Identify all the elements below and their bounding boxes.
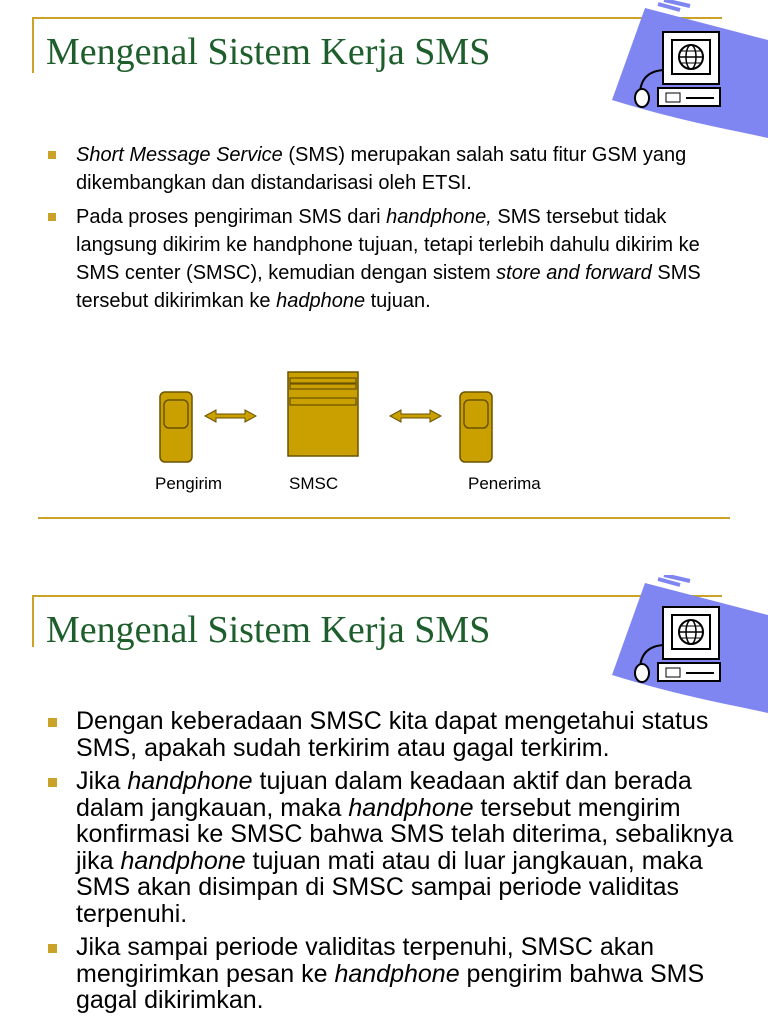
bullet-text-segment: handphone, xyxy=(386,206,492,228)
title-frame-left-line xyxy=(32,595,34,647)
bullet-text-segment: Jika sampai periode validitas terpenuhi, SMSC akan mengirimkan pesan ke xyxy=(76,933,655,988)
server-icon xyxy=(288,372,358,456)
bullet-item xyxy=(76,141,726,197)
bullet-text-segment: Jika xyxy=(76,767,128,795)
sender-label: Pengirim xyxy=(155,474,223,493)
bullet-item xyxy=(76,768,736,927)
bullet-text-segment: tujuan dalam keadaan aktif dan berada dalam jangkauan, maka xyxy=(76,767,692,822)
smsc-label: SMSC xyxy=(289,474,339,493)
bullet-item xyxy=(76,934,736,1014)
bullet-text-segment: handphone xyxy=(348,793,474,822)
bullet-item xyxy=(76,708,736,761)
bullet-text-segment: tujuan mati atau di luar jangkauan, maka SMS akan disimpan di SMSC sampai periode validitas terpenuhi. xyxy=(76,846,703,928)
bullet-text-segment: handphone xyxy=(120,846,246,875)
title-frame-left-line xyxy=(32,17,34,73)
bullet-list xyxy=(76,141,726,321)
double-arrow-icon xyxy=(205,410,256,422)
diagram-graphic xyxy=(150,370,570,470)
bullet-text-segment: store and forward xyxy=(496,262,652,284)
slide-title: Mengenal Sistem Kerja SMS xyxy=(46,31,491,73)
bullet-list xyxy=(76,708,736,1021)
slide-2 xyxy=(0,560,768,1024)
bullet-text-segment: tersebut mengirim konfirmasi ke SMSC bahwa SMS telah diterima, sebaliknya jika xyxy=(76,793,734,875)
bullet-text-segment: Short Message Service xyxy=(76,144,283,166)
phone-icon xyxy=(160,392,192,462)
bullet-text-segment: handphone xyxy=(127,767,253,795)
bullet-text-segment: handphone xyxy=(334,959,460,988)
slide-bottom-rule xyxy=(38,517,730,519)
sms-flow-diagram xyxy=(150,370,570,500)
slide-title: Mengenal Sistem Kerja SMS xyxy=(46,609,491,651)
bullet-text-segment: Pada proses pengiriman SMS dari xyxy=(76,206,387,228)
bullet-text-segment: hadphone xyxy=(276,290,366,312)
bullet-text-segment: SMS tersebut dikirimkan ke xyxy=(76,262,701,312)
bullet-text-segment: tujuan. xyxy=(365,290,431,312)
receiver-label: Penerima xyxy=(468,474,541,493)
computer-globe-icon xyxy=(600,0,768,145)
bullet-text-segment: (SMS) merupakan salah satu fitur GSM yang dikembangkan dan distandarisasi oleh ETSI. xyxy=(76,144,687,194)
bullet-text-segment: pengirim bahwa SMS gagal dikirimkan. xyxy=(76,959,705,1014)
double-arrow-icon xyxy=(390,410,441,422)
bullet-text-segment: SMS tersebut tidak langsung dikirim ke handphone tujuan, tetapi terlebih dahulu dikirim ke SMS center (SMSC), kemudian dengan sistem xyxy=(76,206,700,284)
bullet-text-segment: Dengan keberadaan SMSC kita dapat mengetahui status SMS, apakah sudah terkirim atau gagal terkirim. xyxy=(76,707,709,762)
computer-globe-icon xyxy=(600,575,768,720)
bullet-item xyxy=(76,203,726,315)
phone-icon xyxy=(460,392,492,462)
